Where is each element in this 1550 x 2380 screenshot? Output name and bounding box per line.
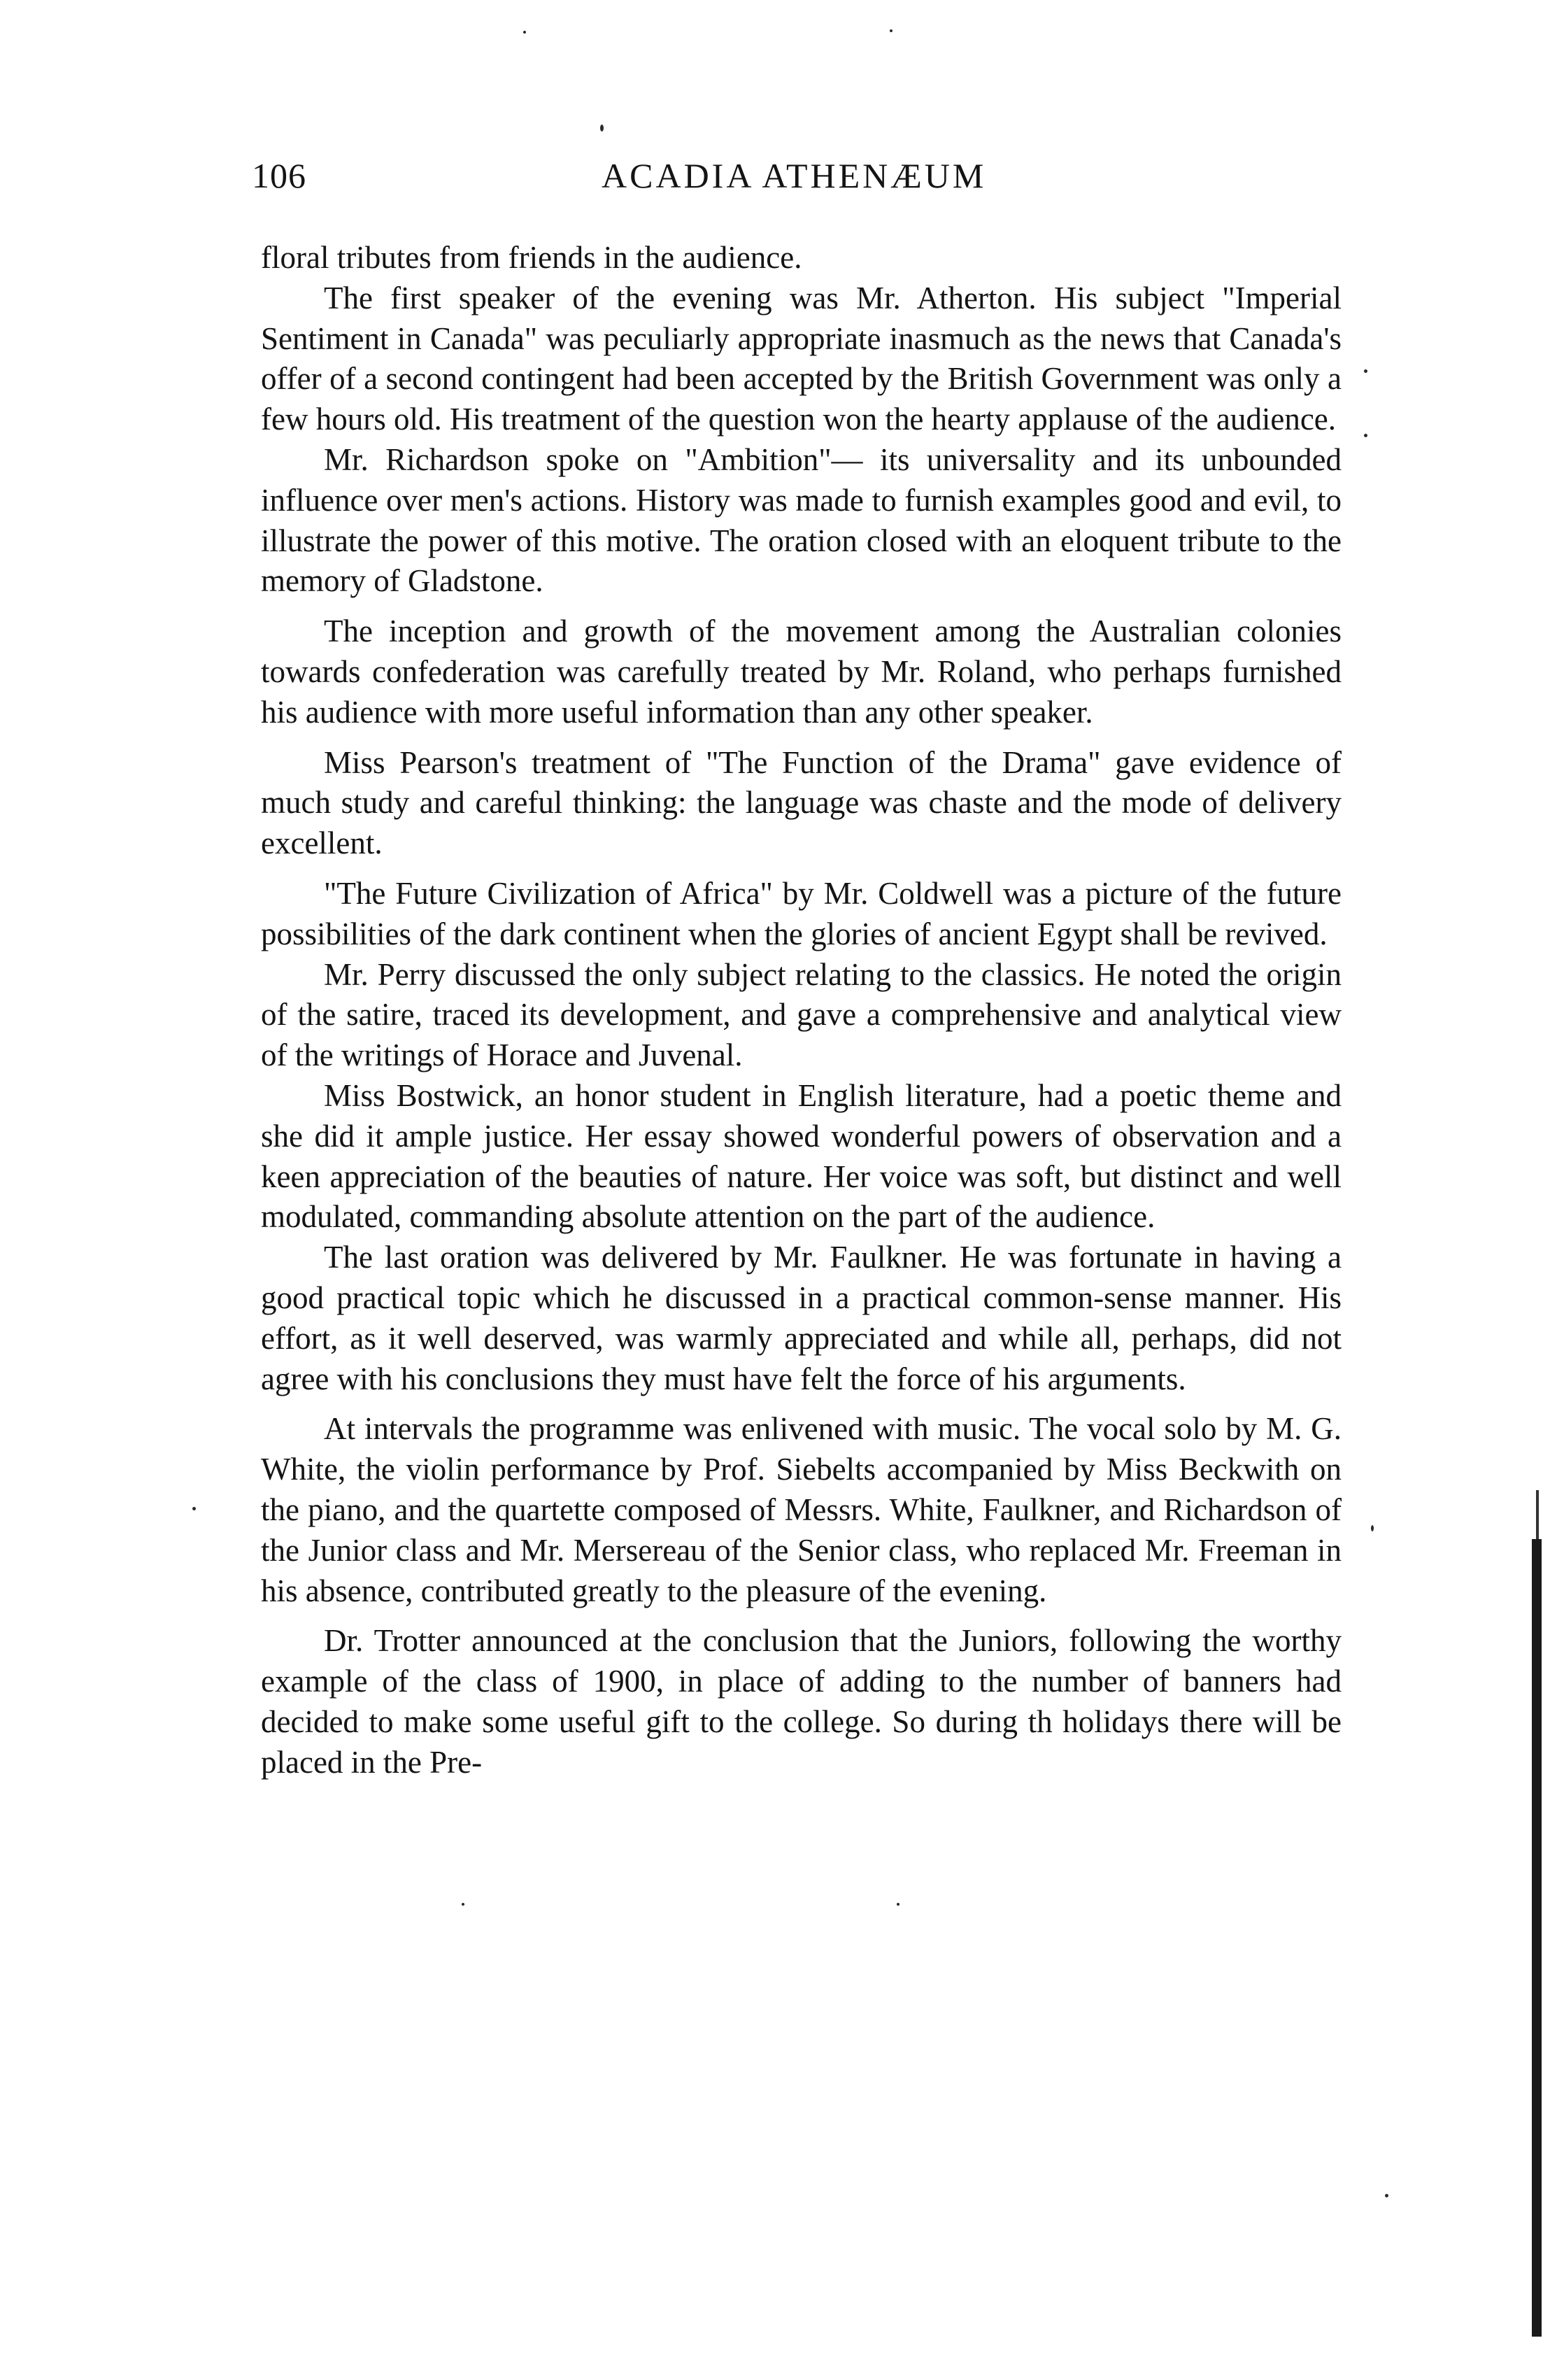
paragraph: Mr. Richardson spoke on "Ambition"— its universality and its unbounded influence over men's actions. History was made to furnish examples good and evil, to illustrate the power of this motive. The oration closed with an eloquent tribute to the memory of Gladstone. (261, 441, 1342, 599)
paragraph: floral tributes from friends in the audience. (261, 240, 802, 275)
running-head: ACADIA ATHENÆUM (602, 156, 987, 195)
scan-speck (1364, 434, 1367, 437)
paragraph: The inception and growth of the movement among the Australian colonies towards confederation was carefully treated by Mr. Roland, who perhaps furnished his audience with more useful information than any other speaker. (261, 614, 1342, 730)
article-body (261, 238, 1342, 1783)
scan-edge-bar (1532, 1539, 1542, 2337)
scan-speck (1385, 2194, 1388, 2197)
scan-speck (600, 125, 604, 132)
paragraph: The last oration was delivered by Mr. Faulkner. He was fortunate in having a good practical topic which he discussed in a practical common-sense manner. His effort, as it well deserved, was warmly appreciated and while all, perhaps, did not agree with his conclusions they must have felt the force of his arguments. (261, 1240, 1342, 1396)
scan-speck (192, 1507, 196, 1510)
page-header (252, 155, 1343, 211)
scan-speck (462, 1903, 464, 1906)
paragraph: "The Future Civilization of Africa" by Mr. Coldwell was a picture of the future possibilities of the dark continent when the glories of ancient Egypt shall be revived. (261, 875, 1342, 951)
scan-speck (890, 29, 893, 32)
paragraph: Dr. Trotter announced at the conclusion that the Juniors, following the worthy example of the class of 1900, in place of adding to the number of banners had decided to make some useful gift to the college. So during th holidays there will be placed in the Pre- (261, 1623, 1342, 1780)
paragraph: Mr. Perry discussed the only subject relating to the classics. He noted the origin of the satire, traced its development, and gave a comprehensive and analytical view of the writings of Horace and Juvenal. (261, 956, 1342, 1073)
paragraph: The first speaker of the evening was Mr. Atherton. His subject "Imperial Sentiment in Canada" was peculiarly appropriate inasmuch as the news that Canada's offer of a second contingent had been accepted by the British Government was only a few hours old. His treatment of the question won the hearty applause of the audience. (261, 280, 1342, 437)
paragraph: At intervals the programme was enlivened with music. The vocal solo by M. G. White, the violin performance by Prof. Siebelts accompanied by Miss Beckwith on the piano, and the quartette composed of Messrs. White, Faulkner, and Richardson of the Junior class and Mr. Mersereau of the Senior class, who replaced Mr. Freeman in his absence, contributed greatly to the pleasure of the evening. (261, 1411, 1342, 1608)
scan-speck (523, 31, 526, 34)
paragraph: Miss Bostwick, an honor student in English literature, had a poetic theme and she did it ample justice. Her essay showed wonderful powers of observation and a keen appreciation of the beauties of nature. Her voice was soft, but distinct and well modulated, commanding absolute attention on the part of the audience. (261, 1077, 1342, 1235)
paragraph: Miss Pearson's treatment of "The Function of the Drama" gave evidence of much study and careful thinking: the language was chaste and the mode of delivery excellent. (261, 744, 1342, 861)
scan-speck (897, 1903, 900, 1906)
scan-speck (1371, 1525, 1374, 1531)
page-number: 106 (252, 156, 306, 195)
scan-speck (1364, 369, 1367, 373)
